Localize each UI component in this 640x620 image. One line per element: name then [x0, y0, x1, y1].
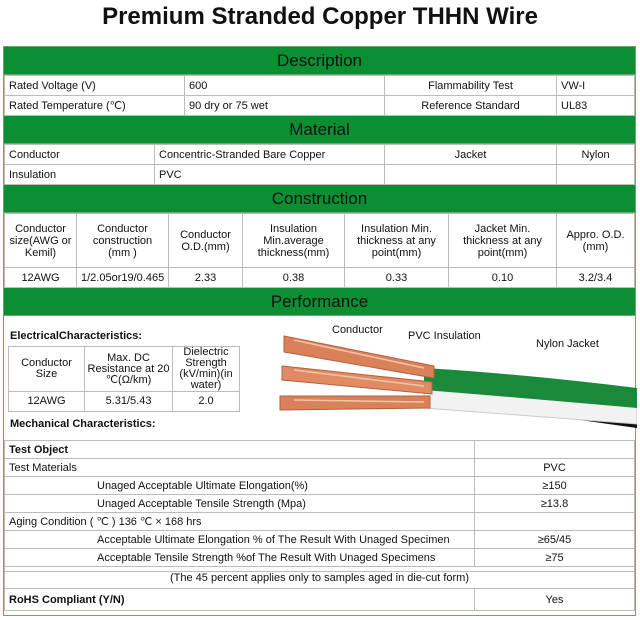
label-pvc-insulation: PVC Insulation [408, 330, 481, 342]
section-performance: Performance [4, 288, 635, 316]
column-header: Appro. O.D. (mm) [557, 214, 635, 268]
section-material: Material [4, 116, 635, 144]
performance-panel [4, 316, 635, 606]
table-row [5, 513, 635, 531]
table-cell: 0.10 [449, 268, 557, 288]
table-row [5, 531, 635, 549]
table-cell: ≥13.8 [475, 495, 635, 513]
label-nylon-jacket: Nylon Jacket [536, 338, 599, 350]
table-cell: Aging Condition ( ℃ ) 136 ℃ × 168 hrs [5, 513, 475, 531]
table-header-row [5, 214, 635, 268]
section-description: Description [4, 47, 635, 75]
table-cell: Test Materials [5, 459, 475, 477]
table-cell [557, 165, 635, 185]
column-header: Insulation Min. thickness at any point(mm) [345, 214, 449, 268]
electrical-title: ElectricalCharacteristics: [10, 330, 143, 342]
table-cell: Reference Standard [385, 96, 557, 116]
table-row [5, 567, 635, 589]
column-header: Conductor Size [9, 347, 85, 392]
table-row [5, 145, 635, 165]
table-cell: Unaged Acceptable Ultimate Elongation(%) [5, 477, 475, 495]
table-cell: 1/2.05or19/0.465 [77, 268, 169, 288]
copper-strands [280, 336, 434, 410]
table-cell: Rated Voltage (V) [5, 76, 185, 96]
description-table [4, 75, 635, 116]
table-cell: Concentric-Stranded Bare Copper [155, 145, 385, 165]
footnote: (The 45 percent applies only to samples aged in die-cut form) [5, 567, 635, 589]
table-cell: Jacket [385, 145, 557, 165]
page-title: Premium Stranded Copper THHN Wire [102, 3, 538, 30]
table-row [5, 477, 635, 495]
table-cell: Insulation [5, 165, 155, 185]
table-row [5, 441, 635, 459]
table-row [5, 495, 635, 513]
column-header: Conductor construction (mm ) [77, 214, 169, 268]
table-cell: Rated Temperature (℃) [5, 96, 185, 116]
column-header: Max. DC Resistance at 20 ℃(Ω/km) [85, 347, 173, 392]
table-cell: 12AWG [9, 392, 85, 412]
column-header: Conductor size(AWG or Kemil) [5, 214, 77, 268]
table-header-row [9, 347, 240, 392]
table-cell: 90 dry or 75 wet [185, 96, 385, 116]
table-cell: 0.33 [345, 268, 449, 288]
column-header: Conductor O.D.(mm) [169, 214, 243, 268]
table-cell: PVC [155, 165, 385, 185]
column-header: Insulation Min.average thickness(mm) [243, 214, 345, 268]
label-conductor: Conductor [332, 324, 383, 336]
table-cell: 2.33 [169, 268, 243, 288]
table-row [5, 268, 635, 288]
table-cell: ≥75 [475, 549, 635, 567]
table-cell: PVC [475, 459, 635, 477]
material-table [4, 144, 635, 185]
column-header: Dielectric Strength (kV/min)(in water) [173, 347, 240, 392]
electrical-table [8, 346, 240, 412]
mechanical-table [4, 440, 635, 611]
table-cell [385, 165, 557, 185]
table-cell: UL83 [557, 96, 635, 116]
table-cell: 600 [185, 76, 385, 96]
table-cell: Test Object [5, 441, 475, 459]
table-cell: 12AWG [5, 268, 77, 288]
table-cell: Nylon [557, 145, 635, 165]
table-cell: Flammability Test [385, 76, 557, 96]
table-cell: Unaged Acceptable Tensile Strength (Mpa) [5, 495, 475, 513]
table-row [9, 392, 240, 412]
table-cell: VW-I [557, 76, 635, 96]
mechanical-title: Mechanical Characteristics: [10, 418, 156, 430]
table-cell: ≥65/45 [475, 531, 635, 549]
spec-sheet [3, 46, 636, 616]
table-cell: Yes [475, 589, 635, 611]
section-construction: Construction [4, 185, 635, 213]
table-cell [475, 441, 635, 459]
table-cell: Conductor [5, 145, 155, 165]
table-cell: 5.31/5.43 [85, 392, 173, 412]
table-cell: 2.0 [173, 392, 240, 412]
table-row [5, 589, 635, 611]
table-cell: Acceptable Ultimate Elongation % of The Result With Unaged Specimen [5, 531, 475, 549]
table-row [5, 76, 635, 96]
table-cell: 0.38 [243, 268, 345, 288]
construction-table [4, 213, 635, 288]
table-row [5, 96, 635, 116]
table-cell: 3.2/3.4 [557, 268, 635, 288]
table-cell: ≥150 [475, 477, 635, 495]
table-row [5, 165, 635, 185]
table-row [5, 459, 635, 477]
table-cell [475, 513, 635, 531]
table-cell: RoHS Compliant (Y/N) [5, 589, 475, 611]
table-cell: Acceptable Tensile Strength %of The Result With Unaged Specimens [5, 549, 475, 567]
column-header: Jacket Min. thickness at any point(mm) [449, 214, 557, 268]
table-row [5, 549, 635, 567]
